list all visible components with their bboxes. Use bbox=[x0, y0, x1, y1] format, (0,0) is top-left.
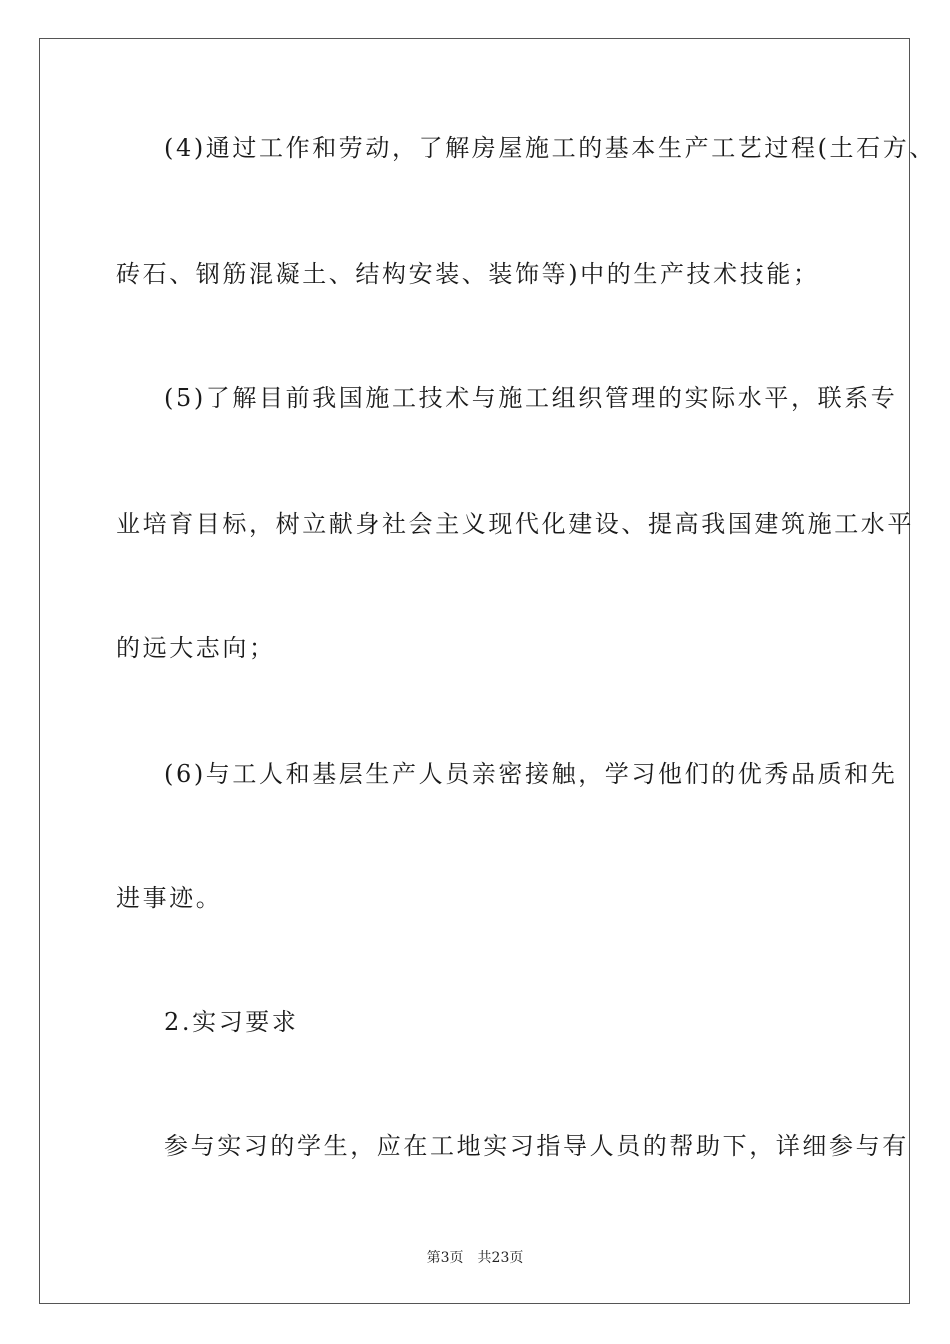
paragraph-5-line-3: 的远大志向； bbox=[116, 634, 276, 662]
page-total: 共23页 bbox=[477, 1250, 524, 1266]
paragraph-6-line-1: (6)与工人和基层生产人员亲密接触，学习他们的优秀品质和先 bbox=[164, 760, 898, 788]
paragraph-6-line-2: 进事迹。 bbox=[116, 884, 223, 912]
section-heading: 2.实习要求 bbox=[164, 1008, 299, 1036]
page-footer bbox=[0, 1247, 950, 1267]
page-border bbox=[39, 38, 910, 1304]
paragraph-4-line-2: 砖石、钢筋混凝土、结构安装、装饰等)中的生产技术技能； bbox=[116, 260, 820, 288]
page-number: 第3页 bbox=[426, 1250, 464, 1266]
paragraph-5-line-2: 业培育目标，树立献身社会主义现代化建设、提高我国建筑施工水平 bbox=[116, 510, 914, 538]
paragraph-4-line-1: (4)通过工作和劳动，了解房屋施工的基本生产工艺过程(土石方、 bbox=[164, 134, 936, 162]
paragraph-7-line-1: 参与实习的学生，应在工地实习指导人员的帮助下，详细参与有 bbox=[164, 1132, 909, 1160]
paragraph-5-line-1: (5)了解目前我国施工技术与施工组织管理的实际水平，联系专 bbox=[164, 384, 898, 412]
